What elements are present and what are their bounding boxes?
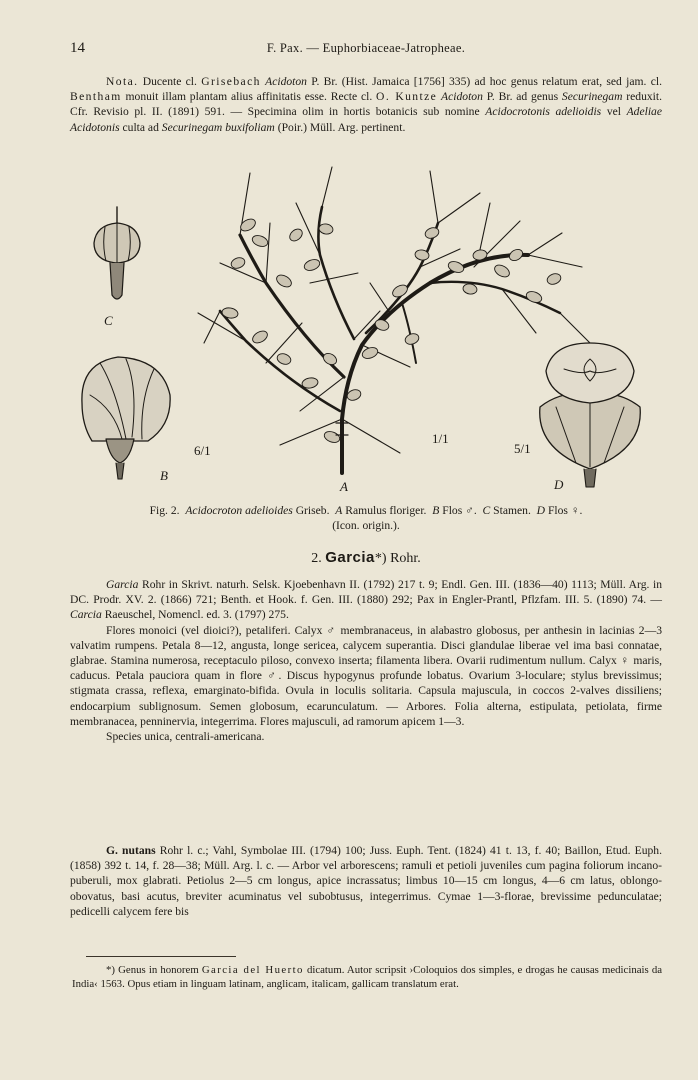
scale-a: 1/1 [432,431,449,446]
panel-label-b: B [160,468,168,483]
figure-caption: Fig. 2. Acidocroton adelioides Griseb. A Ramulus floriger. B Flos ♂. C Stamen. D Flos ♀. (Icon. origin.). [149,504,583,533]
panel-label-d: D [554,477,564,492]
page-number: 14 [70,40,85,56]
panel-label-c: C [104,313,113,328]
footnote-mark: *) [374,551,387,566]
footnote-divider [86,956,236,957]
scale-b: 6/1 [194,443,211,458]
honoree-name: Garcia del Huerto [201,964,304,976]
synonymy-text: Rohr in Skrivt. naturh. Selsk. Kjoebenhavn II. (1792) 217 t. 9; Endl. Gen. III. (1836—40) 1113; Müll. Arg. in DC. Prodr. XV. 2. (1866) 721; Benth. et Hook. f. Gen. III. (1880) 292; Pax in Engler-Prantl, Pflzfam. III. 5. (1890) 74. — [70,578,662,607]
running-title: F. Pax. — Euphorbiaceae-Jatropheae. [266,41,466,55]
author-name: Bentham [70,90,122,104]
scale-d: 5/1 [514,441,531,456]
genus-name: Garcia [325,549,375,566]
female-flower-drawing [540,343,641,487]
footnote: *) Genus in honorem Garcia del Huerto dicatum. Autor scripsit ›Coloquios dos simples, e drogas he causas medicinais da India‹ 1563. Opus etiam in linguam latinam, anglicam, italicam, gallicam translatum erat. [72,964,663,990]
species-entry [70,843,662,919]
species-text: Rohr l. c.; Vahl, Symbolae III. (1794) 100; Juss. Euph. Tent. (1824) 41 t. 13, f. 40; Baillon, Etud. Euph. (1858) 392 t. 14, f. 28—38; Müll. Arg. l. c. — Arbor vel arborescens; ramuli et petioli juveniles cum pagina foliorum incano-puberuli, mox glabrati. Petiolus 2—5 cm longus, apice incrassatus; limbus 10—15 cm longus, 4—6 cm latus, oblongo-obovatus, basi acutus, breviter acuminatus vel subobtusus, integerrimus. Cymae 1—3-florae, brevissime pedunculatae; pedicelli calycem fere bis [70,844,662,918]
flowering-branch-drawing [198,167,590,473]
genus-description: Garcia Rohr in Skrivt. naturh. Selsk. Kjoebenhavn II. (1792) 217 t. 9; Endl. Gen. III. (1836—40) 1113; Müll. Arg. in DC. Prodr. XV. 2. (1866) 721; Benth. et Hook. f. Gen. III. (1880) 292; Pax in Engler-Prantl, Pflzfam. III. 5. (1890) 74. — Carcia Raeuschel, Nomencl. ed. 3. (1797) 275. Flores monoici (vel dioici?), petaliferi. Calyx ♂ membranaceus, in alabastro globosus, per anthesin in lacinias 2—3 valvatim rumpens. Petala 8—12, angusta, longe sericea, calycem superantia. Disci glandulae liberae vel ima basi connatae, glabrae. Stamina numerosa, receptaculo piloso, convexo inserta; filamenta libera. Ovarii rudimentum nullum. Calyx ♀ maris, caducus. Petala pauciora quam in flore ♂. Discus hypogynus profunde lobatus. Ovarium 3-loculare; stylus brevissimus; stigmata crassa, reflexa, emarginato-bifida. Ovula in loculis solitaria. Capsula majuscula, in coccos 2-valves dissiliens; endocarpium sublignosum. Semen globosum, ecarunculatum. — Arbores. Folia alterna, estipulata, petiolata, firme membranacea, penninervia, integerrima. Flores majusculi, ad ramorum apicem 1—3. Species unica, centrali-americana. [70,578,662,744]
nota-paragraph: Nota. Ducente cl. Grisebach Acidoton P. Br. (Hist. Jamaica [1756] 335) ad hoc genus relatum erat, sed jam. cl. Bentham monuit illam plantam alius affinitatis esse. Recte cl. O. Kuntze Acidoton P. Br. ad genus Securinegam reduxit. Cfr. Revisio pl. II. (1891) 591. — Specimina olim in hortis botanicis sub nomine Acidocrotonis adelioidis vel Adeliae Acidotonis culta ad Securinegam buxifoliam (Poir.) Müll. Arg. pertinent. [70,75,663,134]
author-name: Grisebach [201,75,261,88]
botanical-figure [70,163,662,498]
page-header [70,40,662,60]
male-flower-drawing [82,357,170,479]
species-name: G. nutans [106,844,156,857]
caption-source: (Icon. origin.). [332,519,400,533]
species-note: Species unica, centrali-americana. [106,730,265,744]
nota-label: Nota. [106,75,139,88]
figure-illustration [70,163,662,498]
genus-heading: 2. Garcia*) Rohr. [311,549,421,566]
description-paragraph: Flores monoici (vel dioici?), petaliferi. Calyx ♂ membranaceus, in alabastro globosus, per anthesin in lacinias 2—3 valvatim rumpens. Petala 8—12, angusta, longe sericea, calycem superantia. Disci glandulae liberae vel ima basi connatae, glabrae. Stamina numerosa, receptaculo piloso, convexo inserta; filamenta libera. Ovarii rudimentum nullum. Calyx ♀ maris, caducus. Petala pauciora quam in flore ♂. Discus hypogynus profunde lobatus. Ovarium 3-loculare; stylus brevissimus; stigmata crassa, reflexa, emarginato-bifida. Ovula in loculis solitaria. Capsula majuscula, in coccos 2-valves dissiliens; endocarpium sublignosum. Semen globosum, ecarunculatum. — Arbores. Folia alterna, estipulata, petiolata, firme membranacea, penninervia, integerrima. Flores majusculi, ad ramorum apicem 1—3. [70,623,662,728]
panel-label-a: A [340,479,348,494]
stamen-drawing [94,207,140,299]
caption-species: Acidocroton adelioides [185,504,293,517]
author-name: O. Kuntze [376,90,438,104]
